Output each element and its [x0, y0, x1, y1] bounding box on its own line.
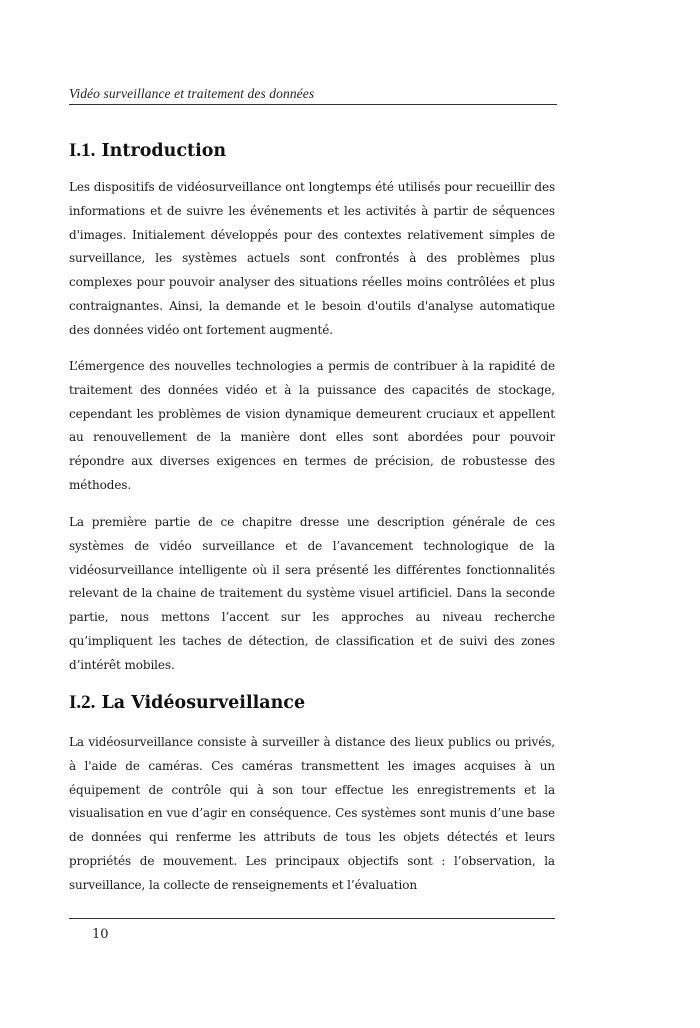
footer-rule	[69, 918, 555, 919]
section-title: Introduction	[101, 141, 227, 161]
header-rule	[69, 104, 557, 105]
section-heading-videosurveillance	[69, 692, 305, 714]
paragraph: Les dispositifs de vidéosurveillance ont longtemps été utilisés pour recueillir des informations et de suivre les événements et les activités à partir de séquences d'images. Initialement développés pour des contextes relativement simples de surveillance, les systèmes actuels sont confrontés à des problèmes plus complexes pour pouvoir analyser des situations réelles moins contrôlées et plus contraignantes. Ainsi, la demande et le besoin d'outils d'analyse automatique des données vidéo ont fortement augmenté.	[69, 180, 555, 337]
page-number: 10	[92, 927, 109, 942]
section-title: La Vidéosurveillance	[101, 693, 306, 713]
paragraph: La vidéosurveillance consiste à surveiller à distance des lieux publics ou privés, à l'aide de caméras. Ces caméras transmettent les images acquises à un équipement de contrôle qui à son tour effectue les enregistrements et la visualisation en vue d’agir en conséquence. Ces systèmes sont munis d’une base de données qui renferme les attributs de tous les objets détectés et leurs propriétés de mouvement. Les principaux objectifs sont : l’observation, la surveillance, la collecte de renseignements et l’évaluation	[69, 735, 555, 892]
section-heading-introduction	[69, 140, 226, 162]
paragraph: La première partie de ce chapitre dresse une description générale de ces systèmes de vidéo surveillance et de l’avancement technologique de la vidéosurveillance intelligente où il sera présenté les différentes fonctionnalités relevant de la chaine de traitement du système visuel artificiel. Dans la seconde partie, nous mettons l’accent sur les approches au niveau recherche qu’impliquent les taches de détection, de classification et de suivi des zones d’intérêt mobiles.	[69, 515, 555, 672]
running-header: Vidéo surveillance et traitement des données	[69, 86, 315, 101]
section-number: I.1.	[69, 140, 96, 161]
section-number: I.2.	[69, 692, 96, 713]
paragraph: L’émergence des nouvelles technologies a permis de contribuer à la rapidité de traitement des données vidéo et à la puissance des capacités de stockage, cependant les problèmes de vision dynamique demeurent cruciaux et appellent au renouvellement de la manière dont elles sont abordées pour pouvoir répondre aux diverses exigences en termes de précision, de robustesse des méthodes.	[69, 359, 555, 492]
